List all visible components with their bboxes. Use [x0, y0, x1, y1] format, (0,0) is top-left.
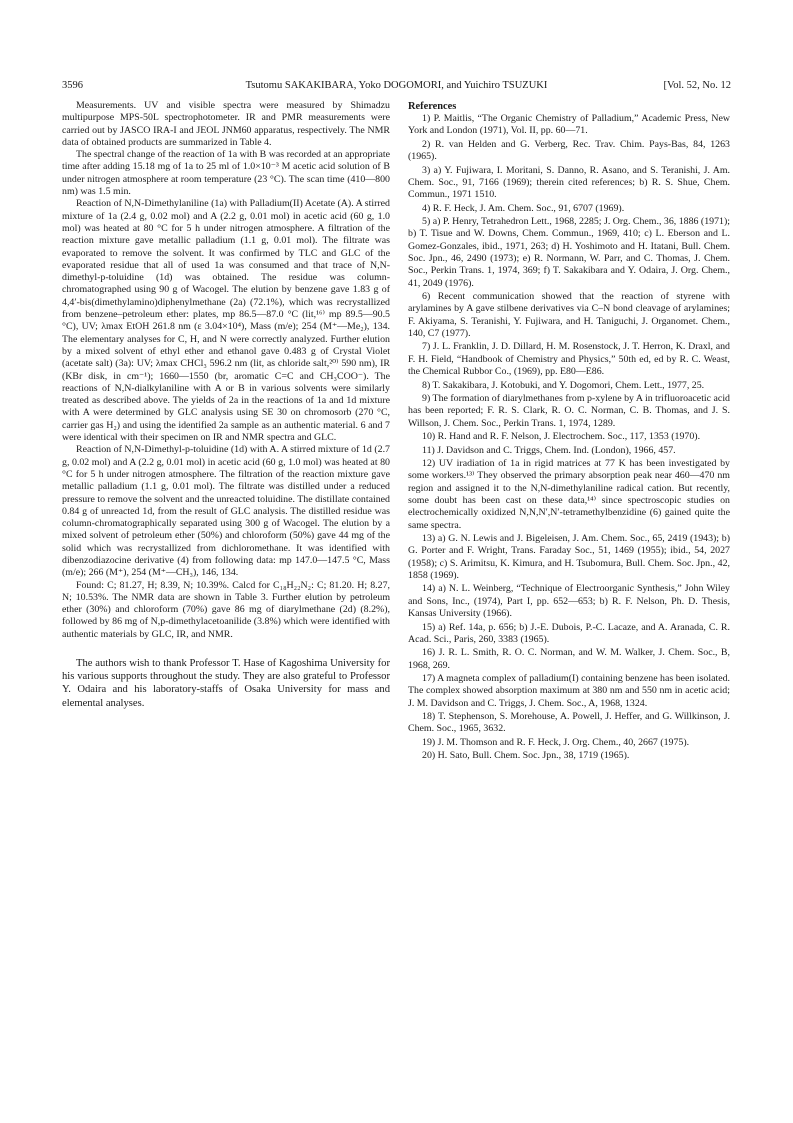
- page-number: 3596: [62, 80, 83, 91]
- reference-item: 7) J. L. Franklin, J. D. Dillard, H. M. Rosenstock, J. T. Herron, K. Draxl, and F. H. Field, “Handbook of Chemistry and Physics,” 50th ed, ed by R. C. Weast, the Chemical Rubbor Co., (1969), pp. E80—E86.: [408, 341, 730, 378]
- acknowledgement: The authors wish to thank Professor T. Hase of Kagoshima University for his various supports throughout the study. They are also grateful to Professor Y. Odaira and his laboratory-staffs of Osaka University for mass and elemental analyses.: [62, 658, 390, 709]
- paragraph-measurements: Measurements. UV and visible spectra were measured by Shimadzu multipurpose MPS-50L spectrophotometer. IR and PMR measurements were carried out by JASCO IRA-I and JEOL JNM60 apparatus, respectively. The NMR data of obtained products are summarized in Table 4.: [62, 100, 390, 148]
- running-header: [62, 79, 731, 93]
- reference-item: 8) T. Sakakibara, J. Kotobuki, and Y. Dogomori, Chem. Lett., 1977, 25.: [422, 379, 705, 391]
- references-column: [408, 100, 730, 764]
- reference-item: 9) The formation of diarylmethanes from p-xylene by A in trifluoroacetic acid has been reported; F. R. S. Clark, R. O. C. Norman, C. B. Thomas, and J. S. Willson, J. Chem. Soc., Perkin Trans. 1, 1974, 1289.: [408, 393, 730, 429]
- reference-item: 5) a) P. Henry, Tetrahedron Lett., 1968, 2285; J. Org. Chem., 36, 1886 (1971); b) T. Tisue and W. Downs, Chem. Commun., 1969, 410; c) L. Eberson and L. Gomez-Gonzales, ibid., 1971, 263; d) H. Yoshimoto and H. Itatani, Bull. Chem. Soc. Jpn., 46, 2490 (1973); e) R. Normann, W. Parr, and C. Thomas, J. Chem. Soc., Perkin Trans. 1, 1974, 369; f) T. Sakakibara and Y. Odaira, J. Org. Chem., 41, 2049 (1976).: [408, 216, 730, 289]
- reference-item: 18) T. Stephenson, S. Morehouse, A. Powell, J. Heffer, and G. Willkinson, J. Chem. Soc., 1965, 3632.: [408, 711, 730, 735]
- reference-item: 12) UV iradiation of 1a in rigid matrices at 77 K has been investigated by some workers.¹³⁾ They observed the primary absorption peak near 460—470 nm region and assigned it to the N,N-dimethylaniline radical cation. But recently, some doubt has been cast on these data,¹⁴⁾ since spectroscopic studies on electrochemically oxidized N,N,N′,N′-tetramethylbenzidine (6) gained quite the same spectra.: [408, 458, 730, 531]
- left-column: [62, 100, 390, 710]
- journal-volume: [Vol. 52, No. 12: [663, 80, 731, 91]
- reference-item: 10) R. Hand and R. F. Nelson, J. Electrochem. Soc., 117, 1353 (1970).: [422, 431, 701, 443]
- paragraph-analysis: Found: C; 81.27, H; 8.39, N; 10.39%. Calcd for C₁₈H₂₂N₂: C; 81.20. H; 8.27, N; 10.53%. The NMR data are shown in Table 3. Further elution by petroleum ether (30%) and chloroform (70%) gave 86 mg of diarylmethane (2d) (8.2%), followed by 86 mg of N,p-dimethylacetoanilide (3.8%) which were identified with authentic materials by GLC, IR, and NMR.: [62, 579, 390, 640]
- reference-item: 3) a) Y. Fujiwara, I. Moritani, S. Danno, R. Asano, and S. Teranishi, J. Am. Chem. Soc., 91, 7166 (1969); therein cited references; b) R. S. Shue, Chem. Commun., 1971 1510.: [408, 164, 730, 201]
- reference-item: 19) J. M. Thomson and R. F. Heck, J. Org. Chem., 40, 2667 (1975).: [422, 736, 690, 748]
- reference-item: 20) H. Sato, Bull. Chem. Soc. Jpn., 38, 1719 (1965).: [422, 750, 630, 762]
- reference-item: 1) P. Maitlis, “The Organic Chemistry of Palladium,” Academic Press, New York and London (1971), Vol. II, pp. 60—71.: [408, 113, 730, 137]
- reference-item: 2) R. van Helden and G. Verberg, Rec. Trav. Chim. Pays-Bas, 84, 1263 (1965).: [408, 138, 730, 163]
- paragraph-spectral-change: The spectral change of the reaction of 1a with B was recorded at an appropriate time after adding 15.18 mg of 1a to 25 ml of 1.0×10⁻³ M acetic acid solution of B under nitrogen atmosphere at room temperature (23 °C). The scan time (410—800 nm) was 1.5 min.: [62, 149, 390, 198]
- running-authors: Tsutomu SAKAKIBARA, Yoko DOGOMORI, and Yuichiro TSUZUKI: [245, 80, 548, 91]
- reference-item: 4) R. F. Heck, J. Am. Chem. Soc., 91, 6707 (1969).: [422, 202, 625, 214]
- paragraph-reaction-1d: Reaction of N,N-Dimethyl-p-toluidine (1d) with A. A stirred mixture of 1d (2.7 g, 0.02 mol) and A (2.2 g, 0.01 mol) in acetic acid (60 g, 1.0 mol) was heated at 80 °C for 5 h under nitrogen atmosphere. The filtration of the reaction mixture gave metallic palladium (1.1 g, 0.01 mol). The filtrate was distilled under a reduced pressure to remove the solvent and the unreacted toluidine. The distillate contained 0.84 g of unreacted 1d, from the result of GLC analysis. The distilled residue was column-chromatographically separated using 300 g of Wacogel. The elution by a mixed solvent of petroleum ether (50%) and chloroform (50%) gave 44 mg of the solid which was recrystallized from dichloromethane. It was identified with dibenzodiazocine derivative (4) from following data: mp 147.0—147.5 °C, Mass (m/e); 266 (M⁺), 254 (M⁺—CH₃), 146, 134.: [62, 444, 390, 579]
- reference-item: 17) A magneta complex of palladium(I) containing benzene has been isolated. The complex showed absorption maximum at 380 nm and 550 nm in acetic acid; J. M. Davidson and C. Triggs, J. Chem. Soc., A, 1968, 1324.: [408, 673, 730, 709]
- reference-item: 16) J. R. L. Smith, R. O. C. Norman, and W. M. Walker, J. Chem. Soc., B, 1968, 269.: [408, 647, 730, 671]
- reference-item: 13) a) G. N. Lewis and J. Bigeleisen, J. Am. Chem. Soc., 65, 2419 (1943); b) G. Porter and F. Wright, Trans. Faraday Soc., 51, 1469 (1955); ibid., 54, 2027 (1958); c) S. Arimitsu, K. Kimura, and H. Tsubomura, Bull. Chem. Soc. Jpn., 42, 1858 (1969).: [408, 533, 730, 581]
- paragraph-reaction-1a: Reaction of N,N-Dimethylaniline (1a) with Palladium(II) Acetate (A). A stirred mixture of 1a (2.4 g, 0.02 mol) and A (2.2 g, 0.01 mol) in acetic acid (60 g, 1.0 mol) was heated at 80 °C for 5 h under nitrogen atmosphere. A filtration of the reaction mixture gave metallic palladium (1.1 g, 0.01 mol). The filtrate was evaporated to remove the solvent. It was confirmed by TLC and GLC of the evaporated residue that all of used 1a was consumed and that trace of N,N-dimethyl-p-toluidine (1d) was obtained. The residue was column-chromatographed using 90 g of Wacogel. The elution by benzene gave 1.83 g of 4,4′-bis(dimethylamino)diphenylmethane (2a) (72.1%), which was recrystallized from benzene–petroleum ether: plates, mp 86.5—87.0 °C (lit,¹⁶⁾ mp 89.5—90.5 °C), UV; λmax EtOH 261.8 nm (ε 3.04×10⁴), Mass (m/e); 254 (M⁺—Me₂), 134. The elementary analyses for C, H, and N were correctly analyzed. Further elution by a mixed solvent of ethyl ether and ethanol gave 0.483 g of Crystal Violet (acetate salt) (3a): UV; λmax CHCl₃ 596.2 nm (lit, as chloride salt,²⁰⁾ 590 nm), IR (KBr disk, in cm⁻¹); 1660—1550 (br, aromatic C=C and CH₃COO⁻). The reactions of N,N-dialkylaniline with A or B in various solvents were similarly treated as described above. The yields of 2a in the reactions of 1a and 1d mixture with A were determined by GLC analysis using SE 30 on chromosorb (270 °C, carrier gas H₂) and using the identified 2a sample as an authentic material. 6 and 7 were identical with their specimen on IR and NMR spectra and GLC.: [62, 198, 390, 444]
- reference-item: 14) a) N. L. Weinberg, “Technique of Electroorganic Synthesis,” John Wiley and Sons, Inc., (1974), Part I, pp. 652—653; b) R. F. Nelson, Ph. D. Thesis, Kansas University (1966).: [408, 583, 730, 620]
- references-heading: References: [408, 101, 457, 112]
- reference-item: 15) a) Ref. 14a, p. 656; b) J.-E. Dubois, P.-C. Lacaze, and A. Aranada, C. R. Acad. Sci., Paris, 260, 3383 (1965).: [408, 621, 730, 645]
- reference-item: 11) J. Davidson and C. Triggs, Chem. Ind. (London), 1966, 457.: [422, 444, 676, 456]
- reference-item: 6) Recent communication showed that the reaction of styrene with arylamines by A gave stilbene derivatives via C–N bond cleavage of arylamines; F. Akiyama, S. Teranishi, Y. Fujiwara, and H. Taniguchi, J. Organomet. Chem., 140, C7 (1977).: [408, 291, 730, 339]
